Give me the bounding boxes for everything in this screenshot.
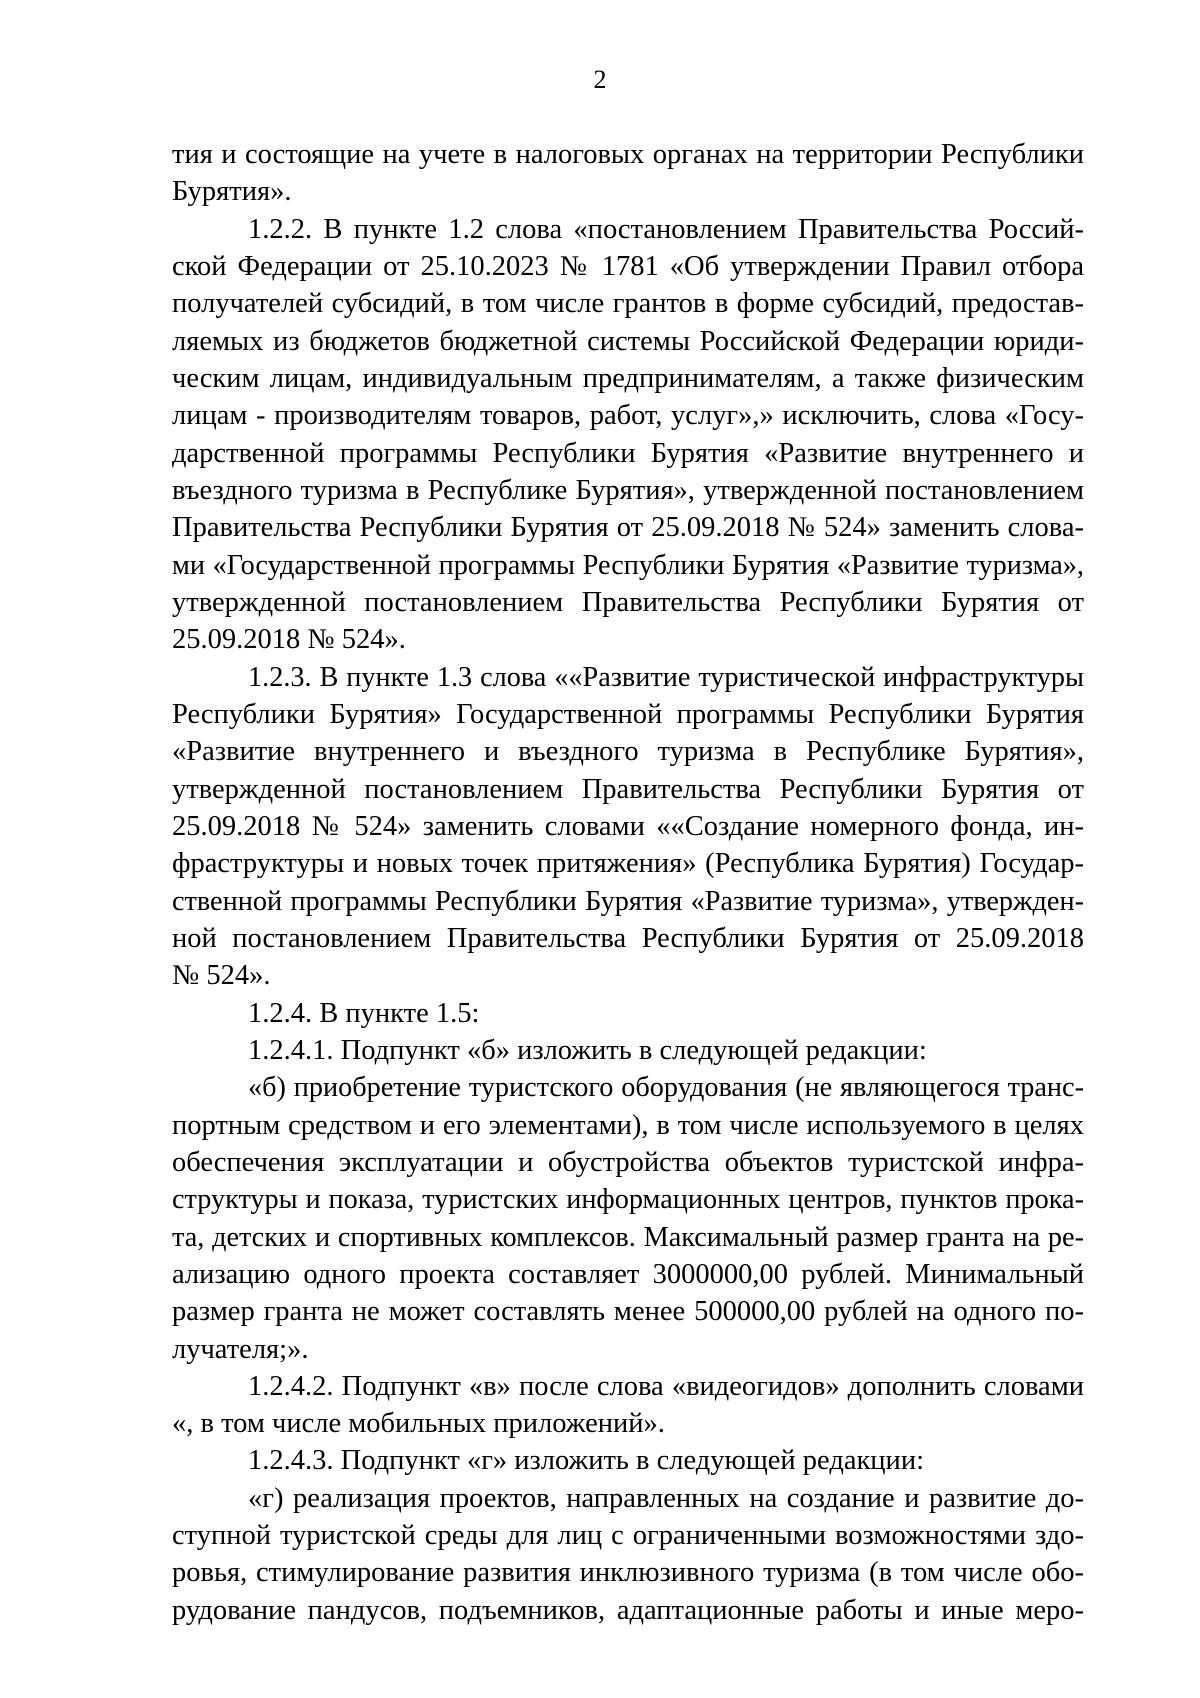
text-line: Бурятия». bbox=[172, 176, 292, 208]
text-line: 1.2.4.3. Подпункт «г» изложить в следующей редакции: bbox=[248, 1445, 924, 1477]
document-body bbox=[172, 136, 1084, 1629]
page-number: 2 bbox=[593, 65, 607, 94]
text-line: 1.2.4.2. Подпункт «в» после слова «видеогидов» дополнить словами bbox=[248, 1370, 1084, 1402]
text-line: ной постановлением Правительства Республики Бурятия от 25.09.2018 bbox=[172, 922, 1084, 954]
text-line: обеспечения эксплуатации и обустройства объектов туристской инфра- bbox=[172, 1146, 1084, 1178]
text-line: «б) приобретение туристского оборудования (не являющегося транс- bbox=[248, 1072, 1084, 1104]
text-line: 1.2.4. В пункте 1.5: bbox=[248, 997, 480, 1029]
text-line: 1.2.4.1. Подпункт «б» изложить в следующей редакции: bbox=[248, 1034, 927, 1066]
text-line: утвержденной постановлением Правительства Республики Бурятия от bbox=[172, 586, 1084, 618]
text-line: ческим лицам, индивидуальным предпринимателям, а также физическим bbox=[172, 362, 1084, 394]
text-line: тия и состоящие на учете в налоговых органах на территории Республики bbox=[172, 139, 1084, 170]
text-line: лучателя;». bbox=[172, 1333, 309, 1365]
text-line: «Развитие внутреннего и въездного туризма в Республике Бурятия», bbox=[172, 736, 1084, 768]
text-line: ми «Государственной программы Республики Бурятия «Развитие туризма», bbox=[172, 549, 1084, 581]
text-line: портным средством и его элементами), в том числе используемого в целях bbox=[172, 1109, 1084, 1141]
text-line: 1.2.3. В пункте 1.3 слова ««Развитие туристической инфраструктуры bbox=[248, 661, 1084, 693]
text-line: лицам - производителям товаров, работ, услуг»,» исключить, слова «Госу- bbox=[172, 400, 1084, 432]
text-line: получателей субсидий, в том числе грантов в форме субсидий, предостав- bbox=[172, 288, 1084, 320]
text-line: Правительства Республики Бурятия от 25.09.2018 № 524» заменить слова- bbox=[172, 512, 1084, 544]
text-line: рудование пандусов, подъемников, адаптационные работы и иные меро- bbox=[172, 1594, 1084, 1626]
text-line: ступной туристской среды для лиц с ограниченными возможностями здо- bbox=[172, 1520, 1084, 1552]
text-line: 25.09.2018 № 524». bbox=[172, 624, 406, 656]
text-line: ственной программы Республики Бурятия «Развитие туризма», утвержден- bbox=[172, 885, 1084, 917]
text-line: та, детских и спортивных комплексов. Максимальный размер гранта на ре- bbox=[172, 1221, 1084, 1253]
text-line: ализацию одного проекта составляет 3000000,00 рублей. Минимальный bbox=[172, 1258, 1084, 1290]
text-line: размер гранта не может составлять менее 500000,00 рублей на одного по- bbox=[172, 1296, 1084, 1328]
text-line: «, в том числе мобильных приложений». bbox=[172, 1408, 665, 1440]
text-line: № 524». bbox=[172, 960, 271, 992]
text-line: дарственной программы Республики Бурятия «Развитие внутреннего и bbox=[172, 437, 1084, 469]
text-line: 25.09.2018 № 524» заменить словами ««Создание номерного фонда, ин- bbox=[172, 810, 1084, 842]
text-line: фраструктуры и новых точек притяжения» (Республика Бурятия) Государ- bbox=[172, 848, 1084, 880]
text-line: утвержденной постановлением Правительства Республики Бурятия от bbox=[172, 773, 1084, 805]
text-line: ляемых из бюджетов бюджетной системы Российской Федерации юриди- bbox=[172, 325, 1084, 357]
text-line: 1.2.2. В пункте 1.2 слова «постановлением Правительства Россий- bbox=[248, 213, 1084, 245]
text-line: въездного туризма в Республике Бурятия», утвержденной постановлением bbox=[172, 474, 1084, 506]
text-line: ровья, стимулирование развития инклюзивного туризма (в том числе обо- bbox=[172, 1557, 1084, 1589]
text-line: Республики Бурятия» Государственной программы Республики Бурятия bbox=[172, 698, 1084, 730]
text-line: структуры и показа, туристских информационных центров, пунктов прока- bbox=[172, 1184, 1084, 1216]
text-line: «г) реализация проектов, направленных на создание и развитие до- bbox=[248, 1482, 1084, 1514]
text-line: ской Федерации от 25.10.2023 № 1781 «Об утверждении Правил отбора bbox=[172, 250, 1084, 282]
